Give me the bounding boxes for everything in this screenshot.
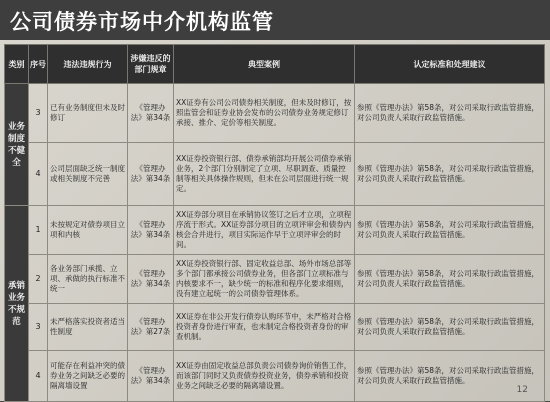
case-cell: XX证券部分项目在承销协议签订之后才立项，立项程序流于形式。XX证券部分项目的立项评审会和债券内核会合并进行，项目实际运作早于立项评审会的时间。	[174, 206, 355, 255]
row-number: 4	[29, 143, 48, 206]
row-number: 3	[29, 304, 48, 351]
table-row	[5, 304, 545, 351]
table-header-row	[5, 45, 545, 84]
case-cell: XX证券在非公开发行债券认购环节中，未严格对合格投资者身份进行审查，也未制定合格投资者身份的审查机制。	[174, 304, 355, 351]
violation-cell: 各业务部门承揽、立项、承做的执行标准不统一	[48, 255, 128, 304]
rule-cell: 《管理办法》第34条	[128, 143, 174, 206]
advice-cell: 参照《管理办法》第58条，对公司采取行政监管措施，对公司负责人采取行政监管措施。	[355, 143, 545, 206]
header-violation: 违法违规行为	[48, 45, 128, 84]
violation-cell: 已有业务制度但未及时修订	[48, 84, 128, 143]
table-row	[5, 255, 545, 304]
header-rule: 涉嫌违反的部门规章	[128, 45, 174, 84]
header-advice: 认定标准和处理建议	[355, 45, 545, 84]
row-number: 2	[29, 255, 48, 304]
violation-cell: 公司层面缺乏统一制度或相关制度不完善	[48, 143, 128, 206]
header-case: 典型案例	[174, 45, 355, 84]
advice-cell: 参照《管理办法》第58条，对公司采取行政监管措施，对公司负责人采取行政监管措施。	[355, 255, 545, 304]
case-cell: XX证券由固定收益总部负责公司债券询价销售工作，而该部门同时又负责债券投资业务，债券承销和投资业务之间缺乏必要的隔离墙设置。	[174, 351, 355, 402]
header-number: 序号	[29, 45, 48, 84]
table-row	[5, 206, 545, 255]
row-number: 4	[29, 351, 48, 402]
violation-cell: 未按规定对债券项目立项和内核	[48, 206, 128, 255]
row-number: 1	[29, 206, 48, 255]
rule-cell: 《管理办法》第34条	[128, 255, 174, 304]
advice-cell: 参照《管理办法》第58条，对公司采取行政监管措施，对公司负责人采取行政监管措施。	[355, 206, 545, 255]
row-number: 3	[29, 84, 48, 143]
violation-cell: 未严格落实投资者适当性制度	[48, 304, 128, 351]
case-cell: XX证券投资银行部、债券承销部均开展公司债券承销业务，2个部门分别制定了立项、尽职调查、质量控制等相关具体操作规则，但未在公司层面进行统一规定。	[174, 143, 355, 206]
table-row	[5, 351, 545, 402]
title-bar	[0, 0, 550, 40]
violation-cell: 可能存在利益冲突的债券业务之间缺乏必要的隔离墙设置	[48, 351, 128, 402]
regulation-table	[4, 44, 545, 402]
header-category: 类别	[5, 45, 29, 84]
rule-cell: 《管理办法》第34条	[128, 84, 174, 143]
advice-cell: 参照《管理办法》第58条，对公司采取行政监管措施，对公司负责人采取行政监管措施。	[355, 351, 545, 402]
table-row	[5, 84, 545, 143]
rule-cell: 《管理办法》第34条	[128, 206, 174, 255]
advice-cell: 参照《管理办法》第58条，对公司采取行政监管措施，对公司负责人采取行政监管措施。	[355, 304, 545, 351]
table-row	[5, 143, 545, 206]
page-number: 12	[516, 385, 528, 395]
advice-cell: 参照《管理办法》第58条，对公司采取行政监管措施，对公司负责人采取行政监管措施。	[355, 84, 545, 143]
page-title: 公司债券市场中介机构监管	[10, 10, 274, 34]
case-cell: XX证券有公司公司债券相关制度，但未及时修订，按照监管会和证券业协会发布的公司债券业务规定修订承接、推介、定价等相关制度。	[174, 84, 355, 143]
case-cell: XX证券投资银行部、固定收益总部、场外市场总部等多个部门都承接公司债券业务，但各部门立项标准与内核要求不一，缺少统一的标准和程序化要求细则，没有建立起统一的公司债券管理体系。	[174, 255, 355, 304]
rule-cell: 《管理办法》第27条	[128, 304, 174, 351]
category-cell: 承销业务不规范	[5, 206, 29, 402]
category-cell: 业务制度不健全	[5, 84, 29, 206]
rule-cell: 《管理办法》第34条	[128, 351, 174, 402]
